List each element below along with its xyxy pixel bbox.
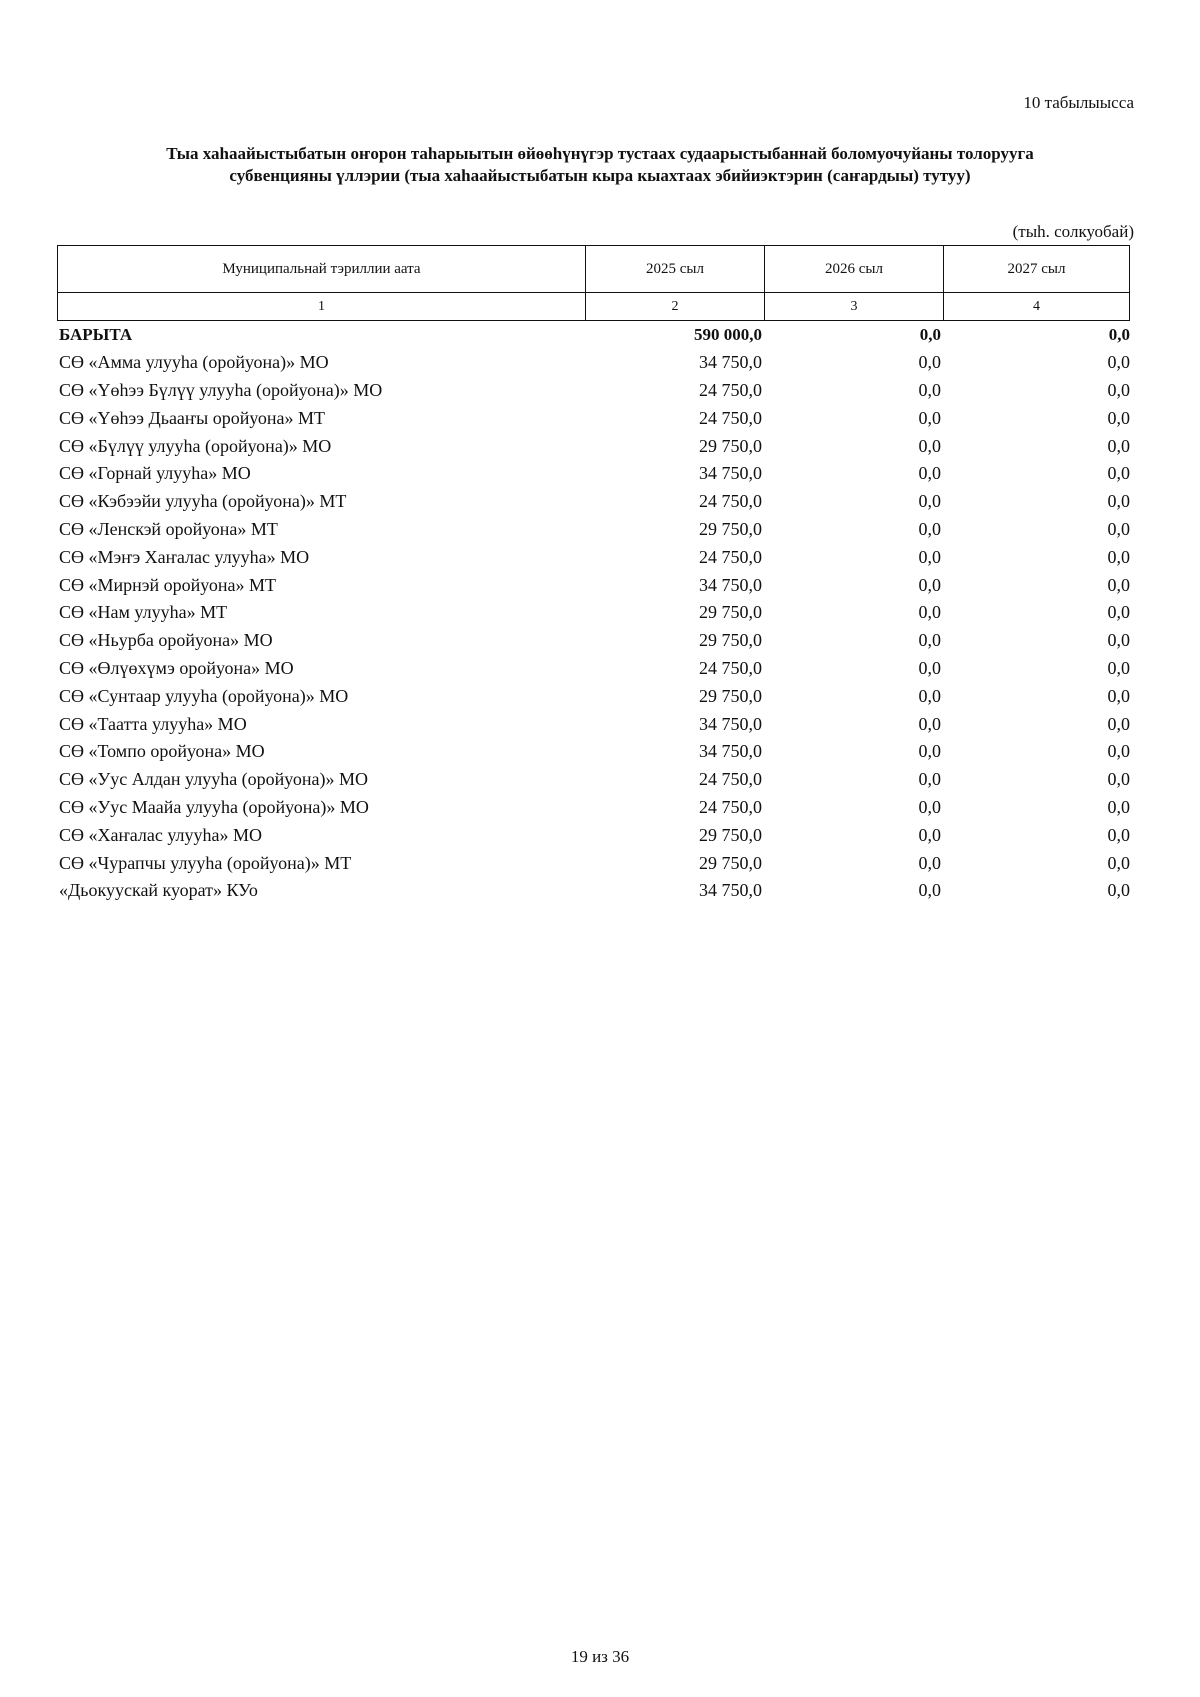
value-2026: 0,0 xyxy=(918,769,941,790)
value-2027: 0,0 xyxy=(1107,602,1130,623)
value-2027: 0,0 xyxy=(1107,880,1130,901)
value-2026: 0,0 xyxy=(918,491,941,512)
value-2027: 0,0 xyxy=(1107,379,1130,400)
header-2025: 2025 сыл xyxy=(586,246,765,293)
value-2026: 0,0 xyxy=(918,602,941,623)
municipality-name: СӨ «Уус Алдан улууһа (оройуона)» МО xyxy=(59,769,368,790)
table-row xyxy=(57,543,1130,571)
value-2027: 0,0 xyxy=(1107,769,1130,790)
value-2027: 0,0 xyxy=(1107,630,1130,651)
value-2026: 0,0 xyxy=(918,463,941,484)
value-2025: 29 750,0 xyxy=(699,435,762,456)
municipality-name: СӨ «Горнай улууһа» МО xyxy=(59,463,251,484)
value-2026: 0,0 xyxy=(918,518,941,539)
value-2025: 34 750,0 xyxy=(699,352,762,373)
value-2026: 0,0 xyxy=(918,407,941,428)
document-title xyxy=(60,143,1140,187)
title-line-1: Тыа хаһаайыстыбатын оҥорон таһарыытын өйөөһүнүгэр тустаах судаарыстыбаннай боломуочуйаны толорууга xyxy=(166,144,1034,163)
municipality-name: СӨ «Ньурба оройуона» МО xyxy=(59,630,273,651)
value-2027: 0,0 xyxy=(1107,491,1130,512)
value-2025: 34 750,0 xyxy=(699,463,762,484)
header-2027: 2027 сыл xyxy=(944,246,1130,293)
header-2026: 2026 сыл xyxy=(765,246,944,293)
value-2025: 29 750,0 xyxy=(699,602,762,623)
value-2025: 29 750,0 xyxy=(699,824,762,845)
value-2025: 29 750,0 xyxy=(699,518,762,539)
value-2025: 29 750,0 xyxy=(699,685,762,706)
municipality-name: СӨ «Өлүөхүмэ оройуона» МО xyxy=(59,657,294,678)
value-2027: 0,0 xyxy=(1107,852,1130,873)
table-row xyxy=(57,738,1130,766)
table-body xyxy=(57,321,1130,905)
value-2027: 0,0 xyxy=(1107,796,1130,817)
value-2027: 0,0 xyxy=(1107,518,1130,539)
municipality-name: СӨ «Сунтаар улууһа (оройуона)» МО xyxy=(59,685,349,706)
municipality-name: «Дьокуускай куорат» КУо xyxy=(59,880,258,901)
municipality-name: СӨ «Мэҥэ Хаҥалас улууһа» МО xyxy=(59,546,310,567)
municipality-name: СӨ «Ленскэй оройуона» МТ xyxy=(59,518,278,539)
municipality-name: СӨ «Бүлүү улууһа (оройуона)» МО xyxy=(59,435,332,456)
value-2026: 0,0 xyxy=(918,435,941,456)
value-2026: 0,0 xyxy=(918,852,941,873)
value-2026: 0,0 xyxy=(918,824,941,845)
value-2027: 0,0 xyxy=(1107,463,1130,484)
table-row xyxy=(57,849,1130,877)
table-row xyxy=(57,877,1130,905)
value-2027: 0,0 xyxy=(1107,824,1130,845)
value-2025: 34 750,0 xyxy=(699,880,762,901)
table-header xyxy=(57,245,1130,321)
municipality-name: СӨ «Кэбээйи улууһа (оройуона)» МТ xyxy=(59,491,347,512)
municipality-name: СӨ «Амма улууһа (оройуона)» МО xyxy=(59,352,329,373)
municipality-name: СӨ «Чурапчы улууһа (оройуона)» МТ xyxy=(59,852,352,873)
table-row xyxy=(57,766,1130,794)
col-number-1: 1 xyxy=(58,293,586,321)
value-2025: 24 750,0 xyxy=(699,491,762,512)
value-2025: 34 750,0 xyxy=(699,741,762,762)
value-2026: 0,0 xyxy=(918,880,941,901)
value-2026: 0,0 xyxy=(918,685,941,706)
table-row xyxy=(57,432,1130,460)
value-2025: 24 750,0 xyxy=(699,769,762,790)
table-row xyxy=(57,404,1130,432)
municipality-name: СӨ «Таатта улууһа» МО xyxy=(59,713,247,734)
table-row xyxy=(57,627,1130,655)
value-2026: 0,0 xyxy=(918,796,941,817)
value-2026: 0,0 xyxy=(918,379,941,400)
value-2025: 29 750,0 xyxy=(699,852,762,873)
value-2026: 0,0 xyxy=(918,657,941,678)
value-2027: 0,0 xyxy=(1107,741,1130,762)
table-row xyxy=(57,349,1130,377)
value-2026: 0,0 xyxy=(918,630,941,651)
table-row xyxy=(57,682,1130,710)
value-2025: 34 750,0 xyxy=(699,574,762,595)
value-2027: 0,0 xyxy=(1107,546,1130,567)
value-2027: 0,0 xyxy=(1107,574,1130,595)
subvention-table xyxy=(57,245,1130,905)
municipality-name: СӨ «Уус Маайа улууһа (оройуона)» МО xyxy=(59,796,369,817)
value-2025: 24 750,0 xyxy=(699,407,762,428)
table-row xyxy=(57,710,1130,738)
value-2027: 0,0 xyxy=(1107,352,1130,373)
table-row xyxy=(57,821,1130,849)
value-2026: 0,0 xyxy=(918,741,941,762)
table-row xyxy=(57,655,1130,683)
table-row xyxy=(57,794,1130,822)
col-number-3: 3 xyxy=(765,293,944,321)
municipality-name: СӨ «Хаҥалас улууһа» МО xyxy=(59,824,263,845)
table-row xyxy=(57,488,1130,516)
table-row xyxy=(57,516,1130,544)
value-2025: 24 750,0 xyxy=(699,796,762,817)
total-2027: 0,0 xyxy=(1108,324,1130,344)
municipality-name: СӨ «Томпо оройуона» МО xyxy=(59,741,265,762)
table-row xyxy=(57,460,1130,488)
value-2026: 0,0 xyxy=(918,713,941,734)
col-number-2: 2 xyxy=(586,293,765,321)
value-2025: 24 750,0 xyxy=(699,379,762,400)
municipality-name: СӨ «Үөһээ Бүлүү улууһа (оройуона)» МО xyxy=(59,379,383,400)
value-2026: 0,0 xyxy=(918,352,941,373)
value-2026: 0,0 xyxy=(918,574,941,595)
unit-note: (тыһ. солкуобай) xyxy=(1012,222,1134,241)
table-row xyxy=(57,599,1130,627)
header-municipality: Муниципальнай тэриллии аата xyxy=(58,246,586,293)
page-number: 19 из 36 xyxy=(570,1647,630,1666)
value-2026: 0,0 xyxy=(918,546,941,567)
municipality-name: СӨ «Мирнэй оройуона» МТ xyxy=(59,574,276,595)
value-2027: 0,0 xyxy=(1107,407,1130,428)
value-2027: 0,0 xyxy=(1107,435,1130,456)
municipality-name: СӨ «Үөһээ Дьааҥы оройуона» МТ xyxy=(59,407,326,428)
col-number-4: 4 xyxy=(944,293,1130,321)
total-label: БАРЫТА xyxy=(59,324,133,344)
municipality-name: СӨ «Нам улууһа» МТ xyxy=(59,602,228,623)
table-row xyxy=(57,377,1130,405)
title-line-2: субвенцияны үллэрии (тыа хаһаайыстыбатын кыра кыахтаах эбийиэктэрин (саҥардыы) тутуу) xyxy=(229,166,971,185)
total-row xyxy=(57,321,1130,349)
value-2025: 24 750,0 xyxy=(699,657,762,678)
total-2025: 590 000,0 xyxy=(694,324,762,344)
value-2025: 34 750,0 xyxy=(699,713,762,734)
appendix-label: 10 табылыысса xyxy=(1023,93,1134,112)
table-row xyxy=(57,571,1130,599)
value-2025: 24 750,0 xyxy=(699,546,762,567)
value-2027: 0,0 xyxy=(1107,657,1130,678)
value-2027: 0,0 xyxy=(1107,685,1130,706)
total-2026: 0,0 xyxy=(919,324,941,344)
value-2025: 29 750,0 xyxy=(699,630,762,651)
value-2027: 0,0 xyxy=(1107,713,1130,734)
